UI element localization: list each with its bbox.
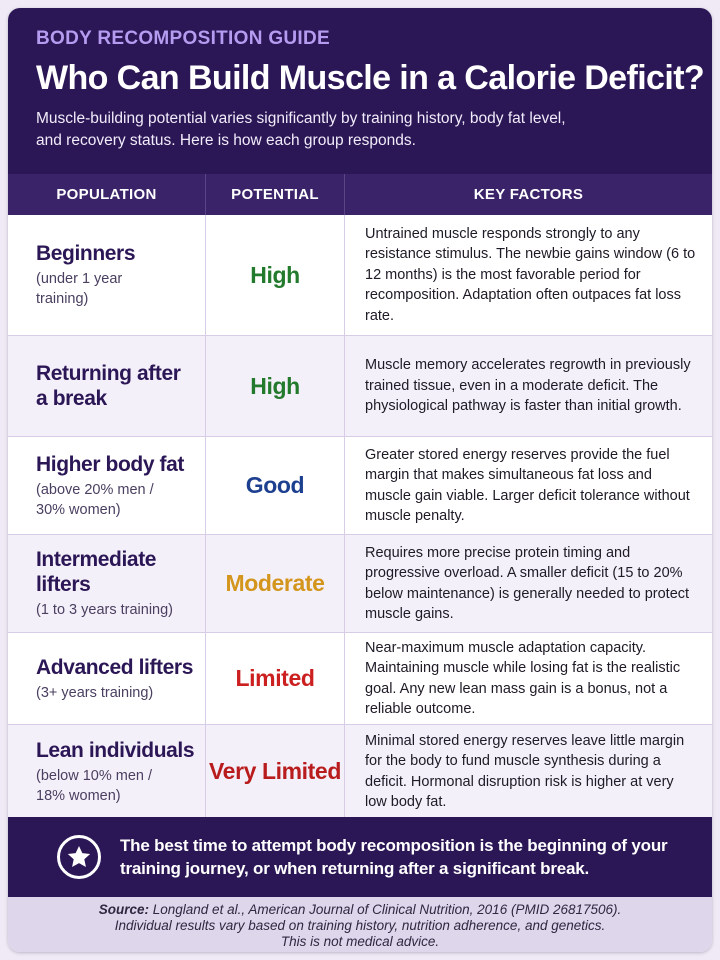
potential-rating: High (206, 336, 345, 436)
source-footer (8, 897, 712, 952)
subtitle-line-2: and recovery status. Here is how each group responds. (36, 132, 416, 149)
takeaway-line-1: The best time to attempt body recomposition is the beginning of your (120, 836, 668, 855)
takeaway-line-2: training journey, or when returning after a significant break. (120, 859, 590, 878)
population-name: Higher body fat (36, 452, 185, 476)
citation-text: Longland et al., American Journal of Clinical Nutrition, 2016 (PMID 26817506). (149, 902, 622, 917)
disclaimer-line-1: Individual results vary based on training history, nutrition adherence, and genetics. (114, 918, 606, 933)
recomposition-card (8, 8, 712, 952)
source-label: Source: (98, 902, 149, 917)
header (8, 8, 712, 174)
potential-rating: Limited (206, 633, 345, 724)
subtitle-line-1: Muscle-building potential varies significantly by training history, body fat level, (36, 110, 566, 127)
table-row (8, 437, 712, 535)
population-cell (8, 725, 206, 818)
subtitle (36, 108, 684, 152)
population-cell (8, 437, 206, 534)
population-cell (8, 633, 206, 724)
population-cell (8, 535, 206, 632)
table-row (8, 725, 712, 818)
column-header-key-factors: KEY FACTORS (473, 186, 584, 203)
takeaway-banner (8, 817, 712, 897)
population-note: (above 20% men / 30% women) (36, 481, 154, 518)
key-factors-text: Requires more precise protein timing and progressive overload. A smaller deficit (15 to 20% below maintenance) is generally needed to protect muscle gains. (365, 544, 690, 622)
population-name: Returning after a break (36, 362, 181, 410)
table-header (8, 174, 712, 215)
table-body (8, 215, 712, 818)
key-factors-text: Greater stored energy reserves provide the fuel margin that makes simultaneous fat loss and muscle gain viable. Larger deficit tolerance without muscle penalty. (365, 446, 690, 524)
star-icon (57, 835, 101, 879)
population-note: (1 to 3 years training) (36, 602, 174, 618)
population-note: (under 1 year training) (36, 271, 123, 307)
key-factors-text: Near-maximum muscle adaptation capacity. Maintaining muscle while losing fat is the realistic goal. Any new lean mass gain is a bonus, not a reliable outcome. (365, 639, 681, 717)
disclaimer-line-2: This is not medical advice. (280, 934, 440, 949)
population-name: Intermediate lifters (36, 548, 157, 596)
table-row (8, 535, 712, 633)
population-note: (3+ years training) (36, 684, 154, 701)
key-factors-text: Muscle memory accelerates regrowth in previously trained tissue, even in a moderate deficit. The physiological pathway is faster than initial growth. (365, 357, 691, 415)
population-name: Beginners (36, 242, 136, 265)
table-row (8, 633, 712, 725)
page-title: Who Can Build Muscle in a Calorie Deficit? (36, 59, 705, 97)
source-citation (8, 902, 712, 918)
potential-rating: Very Limited (206, 725, 345, 818)
takeaway-text (120, 834, 667, 880)
key-factors-text: Untrained muscle responds strongly to any resistance stimulus. The newbie gains window (6 to 12 months) is the most favorable period for recomposition. Adaptation often outpaces fat loss rate. (365, 225, 696, 324)
eyebrow-label: BODY RECOMPOSITION GUIDE (36, 28, 330, 49)
potential-rating: Good (206, 437, 345, 534)
table-row (8, 336, 712, 437)
table-row (8, 215, 712, 336)
population-note: (below 10% men / 18% women) (36, 767, 153, 804)
population-name: Lean individuals (36, 738, 195, 762)
potential-rating: High (206, 215, 345, 335)
key-factors-text: Minimal stored energy reserves leave little margin for the body to fund muscle synthesis during a deficit. Hormonal disruption risk is higher at very low body fat. (365, 732, 685, 810)
column-header-population: POPULATION (8, 174, 206, 215)
population-cell (8, 215, 206, 335)
population-name: Advanced lifters (36, 655, 193, 679)
potential-rating: Moderate (206, 535, 345, 632)
column-header-potential: POTENTIAL (206, 174, 345, 215)
population-cell (8, 336, 206, 436)
